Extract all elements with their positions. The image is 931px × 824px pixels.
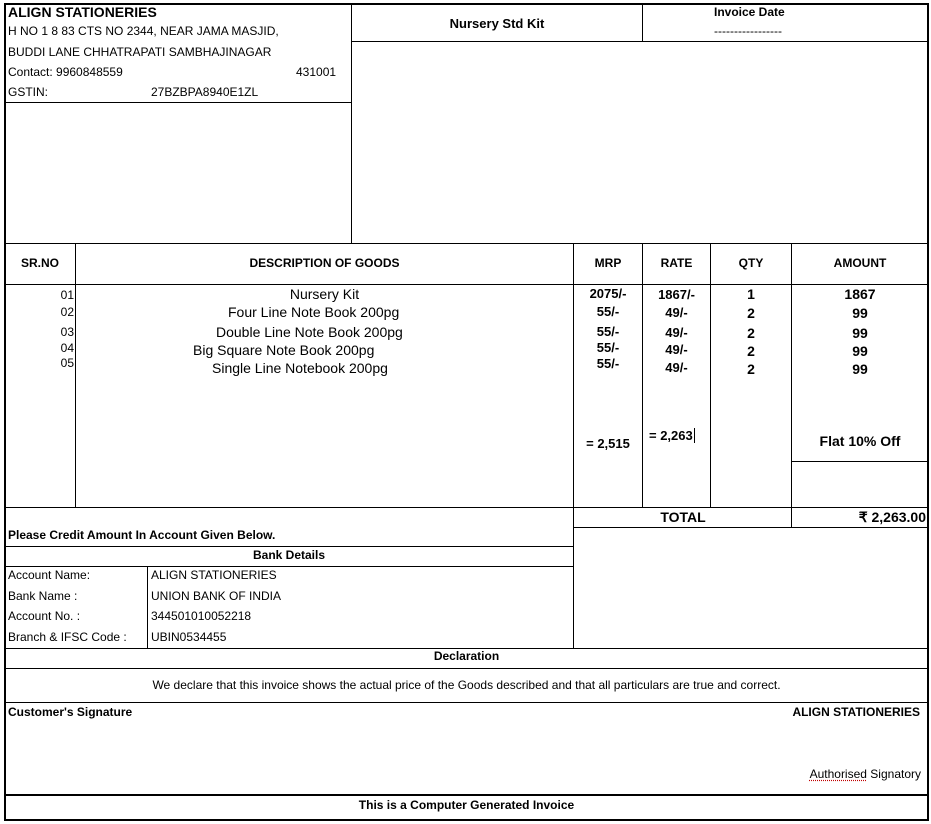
declaration-text: We declare that this invoice shows the actual price of the Goods described and that all particulars are true and correct. (152, 678, 781, 692)
row2-desc: Four Line Note Book 200pg (228, 304, 400, 320)
header-date-divider (642, 4, 643, 41)
footer-top-border (5, 794, 928, 796)
row2-sr: 02 (60, 305, 74, 319)
company-address-line1: H NO 1 8 83 CTS NO 2344, NEAR JAMA MASJID, (8, 24, 279, 38)
authorised-word: Authorised (809, 767, 867, 781)
row5-mrp: 55/- (596, 356, 620, 371)
header-amount: AMOUNT (833, 256, 887, 270)
bank-title-underline (5, 566, 573, 567)
company-address-line2: BUDDI LANE CHHATRAPATI SAMBHAJINAGAR (8, 45, 272, 59)
amount-discount-divider (791, 461, 928, 462)
invoice-date-value: ----------------- (714, 24, 782, 38)
bank-ifsc-label: Branch & IFSC Code : (8, 630, 127, 644)
row2-qty: 2 (747, 305, 755, 321)
customer-signature-label: Customer's Signature (8, 705, 133, 719)
company-gstin: 27BZBPA8940E1ZL (151, 85, 259, 99)
row2-rate: 49/- (665, 305, 688, 320)
outer-left-border (4, 3, 6, 821)
company-contact: Contact: 9960848559 (8, 65, 123, 79)
header-divider (351, 4, 352, 243)
table-top-border (5, 243, 928, 244)
outer-right-border (927, 3, 929, 821)
row5-sr: 05 (60, 356, 74, 370)
mrp-total: = 2,515 (586, 436, 630, 451)
row5-rate: 49/- (665, 360, 688, 375)
row1-sr: 01 (60, 288, 74, 302)
text-cursor (694, 428, 695, 443)
col-divider-mrp (642, 243, 643, 507)
row3-qty: 2 (747, 325, 755, 341)
row5-desc: Single Line Notebook 200pg (212, 360, 388, 376)
total-row-bottom (573, 527, 928, 528)
row4-qty: 2 (747, 343, 755, 359)
declaration-bottom-border (5, 702, 928, 703)
invoice-kit-title (352, 16, 642, 31)
header-mrp: MRP (594, 256, 622, 270)
row4-sr: 04 (60, 341, 74, 355)
outer-bottom-border (4, 819, 929, 821)
company-name: ALIGN STATIONERIES (8, 4, 157, 20)
row3-amount: 99 (852, 325, 868, 341)
bank-account-no-label: Account No. : (8, 609, 81, 623)
company-signature-label: ALIGN STATIONERIES (792, 705, 920, 719)
row1-qty: 1 (747, 286, 755, 302)
row1-amount: 1867 (844, 286, 876, 302)
rate-total: = 2,263 (649, 428, 693, 443)
row3-mrp: 55/- (596, 324, 620, 339)
kit-title-text: Nursery Std Kit (449, 16, 545, 31)
row3-desc: Double Line Note Book 200pg (216, 324, 403, 340)
row1-rate: 1867/- (658, 287, 695, 302)
total-label: TOTAL (660, 509, 706, 525)
credit-note-underline (5, 546, 573, 547)
header-srno: SR.NO (20, 256, 59, 270)
bank-name-label: Bank Name : (8, 589, 78, 603)
row4-rate: 49/- (665, 342, 688, 357)
bank-details-title: Bank Details (252, 548, 326, 562)
signatory-word: Signatory (870, 767, 921, 781)
company-pincode: 431001 (296, 65, 337, 79)
row1-desc: Nursery Kit (289, 286, 360, 302)
row4-mrp: 55/- (596, 340, 620, 355)
total-value: ₹ 2,263.00 (858, 509, 926, 525)
bank-account-name-value: ALIGN STATIONERIES (151, 568, 277, 582)
company-gstin-label: GSTIN: (8, 85, 49, 99)
row4-amount: 99 (852, 343, 868, 359)
bank-account-no-value: 344501010052218 (151, 609, 252, 623)
declaration-title-underline (5, 668, 928, 669)
row4-desc: Big Square Note Book 200pg (193, 342, 375, 358)
company-block-underline (5, 102, 351, 103)
row5-amount: 99 (852, 361, 868, 377)
bank-ifsc-value: UBIN0534455 (151, 630, 227, 644)
bank-account-name-label: Account Name: (8, 568, 91, 582)
header-rate: RATE (660, 256, 693, 270)
row2-amount: 99 (852, 305, 868, 321)
discount-note: Flat 10% Off (819, 433, 901, 449)
table-bottom-border (5, 507, 928, 508)
header-description: DESCRIPTION OF GOODS (249, 256, 400, 270)
authorised-signatory (620, 767, 921, 781)
row3-sr: 03 (60, 325, 74, 339)
row2-mrp: 55/- (596, 304, 620, 319)
invoice-date-label: Invoice Date (714, 5, 785, 19)
row1-mrp: 2075/- (589, 286, 627, 301)
bank-name-value: UNION BANK OF INDIA (151, 589, 282, 603)
header-qty: QTY (738, 256, 764, 270)
table-header-underline (5, 284, 928, 285)
footer-note: This is a Computer Generated Invoice (358, 798, 575, 812)
credit-note: Please Credit Amount In Account Given Below. (8, 528, 276, 542)
bank-label-divider (147, 566, 148, 648)
row5-qty: 2 (747, 361, 755, 377)
row3-rate: 49/- (665, 325, 688, 340)
header-title-underline (351, 41, 928, 42)
declaration-title: Declaration (433, 649, 500, 663)
col-divider-sr (75, 243, 76, 507)
